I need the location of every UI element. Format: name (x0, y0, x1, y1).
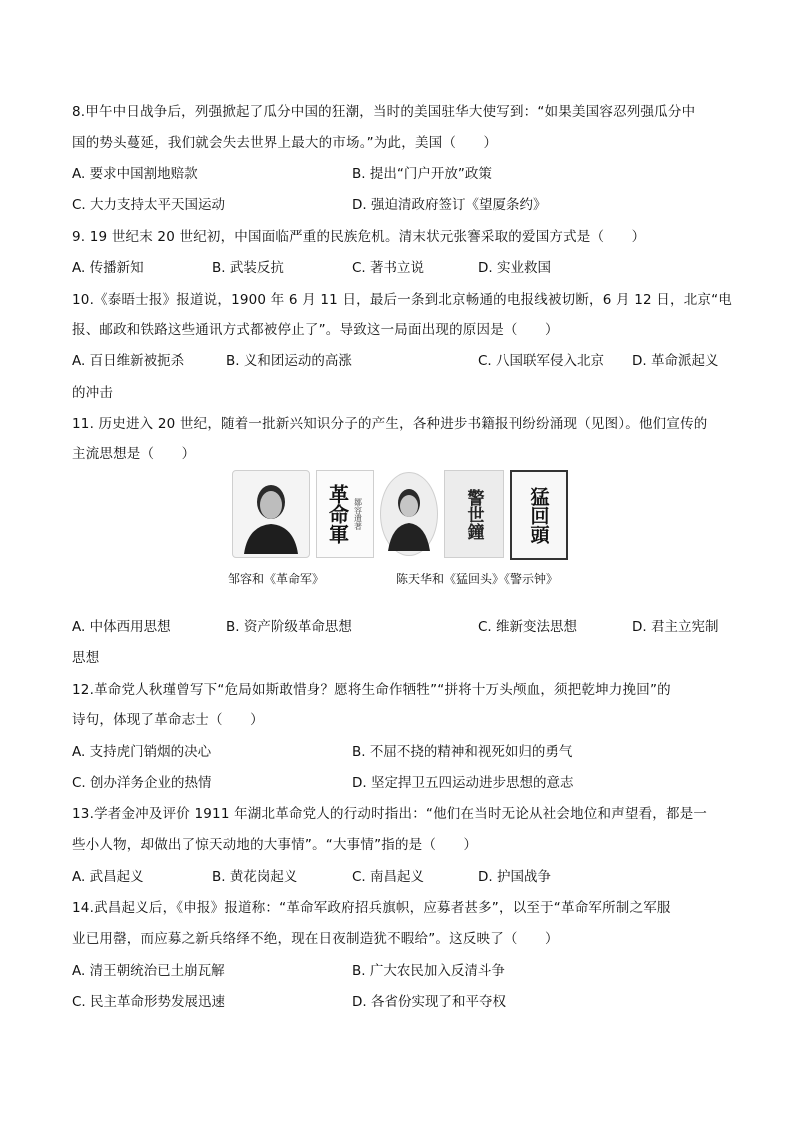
figure-caption-left: 邹容和《革命军》 (228, 572, 325, 586)
q14-option-c[interactable]: C. 民主革命形势发展迅速 (72, 994, 226, 1010)
q12-stem-line1: 12.革命党人秋瑾曾写下“危局如斯敢惜身？愿将生命作牺牲”“拼将十万头颅血，须把乾坤力挽回”的 (72, 682, 671, 698)
q11-figure (228, 468, 568, 593)
q9-option-c[interactable]: C. 著书立说 (352, 260, 425, 276)
q11-option-a[interactable]: A. 中体西用思想 (72, 619, 171, 635)
q11-option-b[interactable]: B. 资产阶级革命思想 (226, 619, 352, 635)
q9-stem-line1: 9. 19 世纪末 20 世纪初，中国面临严重的民族危机。清末状元张謇采取的爱国方式是（ ） (72, 229, 646, 245)
q10-stem-line2: 报、邮政和铁路这些通讯方式都被停止了”。导致这一局面出现的原因是（ ） (72, 322, 559, 338)
q13-stem-line1: 13.学者金冲及评价 1911 年湖北革命党人的行动时指出：“他们在当时无论从社会地位和声望看，都是一 (72, 806, 708, 822)
q8-option-b[interactable]: B. 提出“门户开放”政策 (352, 166, 492, 182)
book-cover-jingshi-zhong (444, 470, 504, 558)
q8-stem-line1: 8.甲午中日战争后，列强掀起了瓜分中国的狂潮，当时的美国驻华大使写到：“如果美国容忍列强瓜分中 (72, 104, 696, 120)
q13-option-d[interactable]: D. 护国战争 (478, 869, 551, 885)
book1-side-text: 鄒容遺著 (353, 498, 363, 530)
q12-option-a[interactable]: A. 支持虎门销烟的决心 (72, 744, 212, 760)
portrait-zou-rong (232, 470, 310, 558)
q14-stem-line2: 业已用罄，而应募之新兵络绎不绝，现在日夜制造犹不暇给”。这反映了（ ） (72, 931, 559, 947)
q11-option-d[interactable]: D. 君主立宪制 (632, 619, 719, 635)
q10-option-a[interactable]: A. 百日维新被扼杀 (72, 353, 185, 369)
q8-stem-line2: 国的势头蔓延，我们就会失去世界上最大的市场。”为此，美国（ ） (72, 135, 498, 151)
q10-option-b[interactable]: B. 义和团运动的高涨 (226, 353, 352, 369)
q14-option-b[interactable]: B. 广大农民加入反清斗争 (352, 963, 505, 979)
book-cover-meng-huitou (510, 470, 568, 560)
q11-stem-line1: 11. 历史进入 20 世纪，随着一批新兴知识分子的产生，各种进步书籍报刊纷纷涌现（见图）。他们宣传的 (72, 416, 708, 432)
book1-title-text: 革命軍 (325, 484, 350, 544)
q11-option-d-wrap: 思想 (72, 650, 100, 666)
q9-option-b[interactable]: B. 武装反抗 (212, 260, 284, 276)
book-cover-geming-jun (316, 470, 374, 558)
q12-stem-line2: 诗句，体现了革命志士（ ） (72, 712, 264, 728)
q14-option-a[interactable]: A. 清王朝统治已土崩瓦解 (72, 963, 225, 979)
q13-stem-line2: 些小人物，却做出了惊天动地的大事情”。“大事情”指的是（ ） (72, 837, 478, 853)
q9-option-a[interactable]: A. 传播新知 (72, 260, 144, 276)
q13-option-b[interactable]: B. 黄花岗起义 (212, 869, 298, 885)
q8-option-d[interactable]: D. 强迫清政府签订《望厦条约》 (352, 197, 547, 213)
q14-stem-line1: 14.武昌起义后，《申报》报道称：“革命军政府招兵旗帜，应募者甚多”，以至于“革命军所制之军服 (72, 900, 671, 916)
q13-option-c[interactable]: C. 南昌起义 (352, 869, 425, 885)
q10-option-c[interactable]: C. 八国联军侵入北京 (478, 353, 605, 369)
q8-option-a[interactable]: A. 要求中国割地赔款 (72, 166, 198, 182)
q8-option-c[interactable]: C. 大力支持太平天国运动 (72, 197, 226, 213)
q11-stem-line2: 主流思想是（ ） (72, 446, 196, 462)
q12-option-d[interactable]: D. 坚定捍卫五四运动进步思想的意志 (352, 775, 574, 791)
q9-option-d[interactable]: D. 实业救国 (478, 260, 551, 276)
q10-option-d-wrap: 的冲击 (72, 385, 114, 401)
book1-title (327, 484, 349, 544)
q13-option-a[interactable]: A. 武昌起义 (72, 869, 144, 885)
q10-option-d[interactable]: D. 革命派起义 (632, 353, 719, 369)
book2-title: 警世鐘 (463, 488, 484, 540)
portrait-chen-tianhua (380, 472, 438, 556)
q12-option-b[interactable]: B. 不屈不挠的精神和视死如归的勇气 (352, 744, 573, 760)
book3-title: 猛回頭 (527, 486, 550, 544)
q12-option-c[interactable]: C. 创办洋务企业的热情 (72, 775, 212, 791)
q14-option-d[interactable]: D. 各省份实现了和平夺权 (352, 994, 506, 1010)
q10-stem-line1: 10.《泰晤士报》报道说，1900 年 6 月 11 日，最后一条到北京畅通的电报线被切断，6 月 12 日，北京“电 (72, 292, 732, 308)
q11-option-c[interactable]: C. 维新变法思想 (478, 619, 578, 635)
figure-caption-right: 陈天华和《猛回头》《警示钟》 (396, 572, 559, 586)
